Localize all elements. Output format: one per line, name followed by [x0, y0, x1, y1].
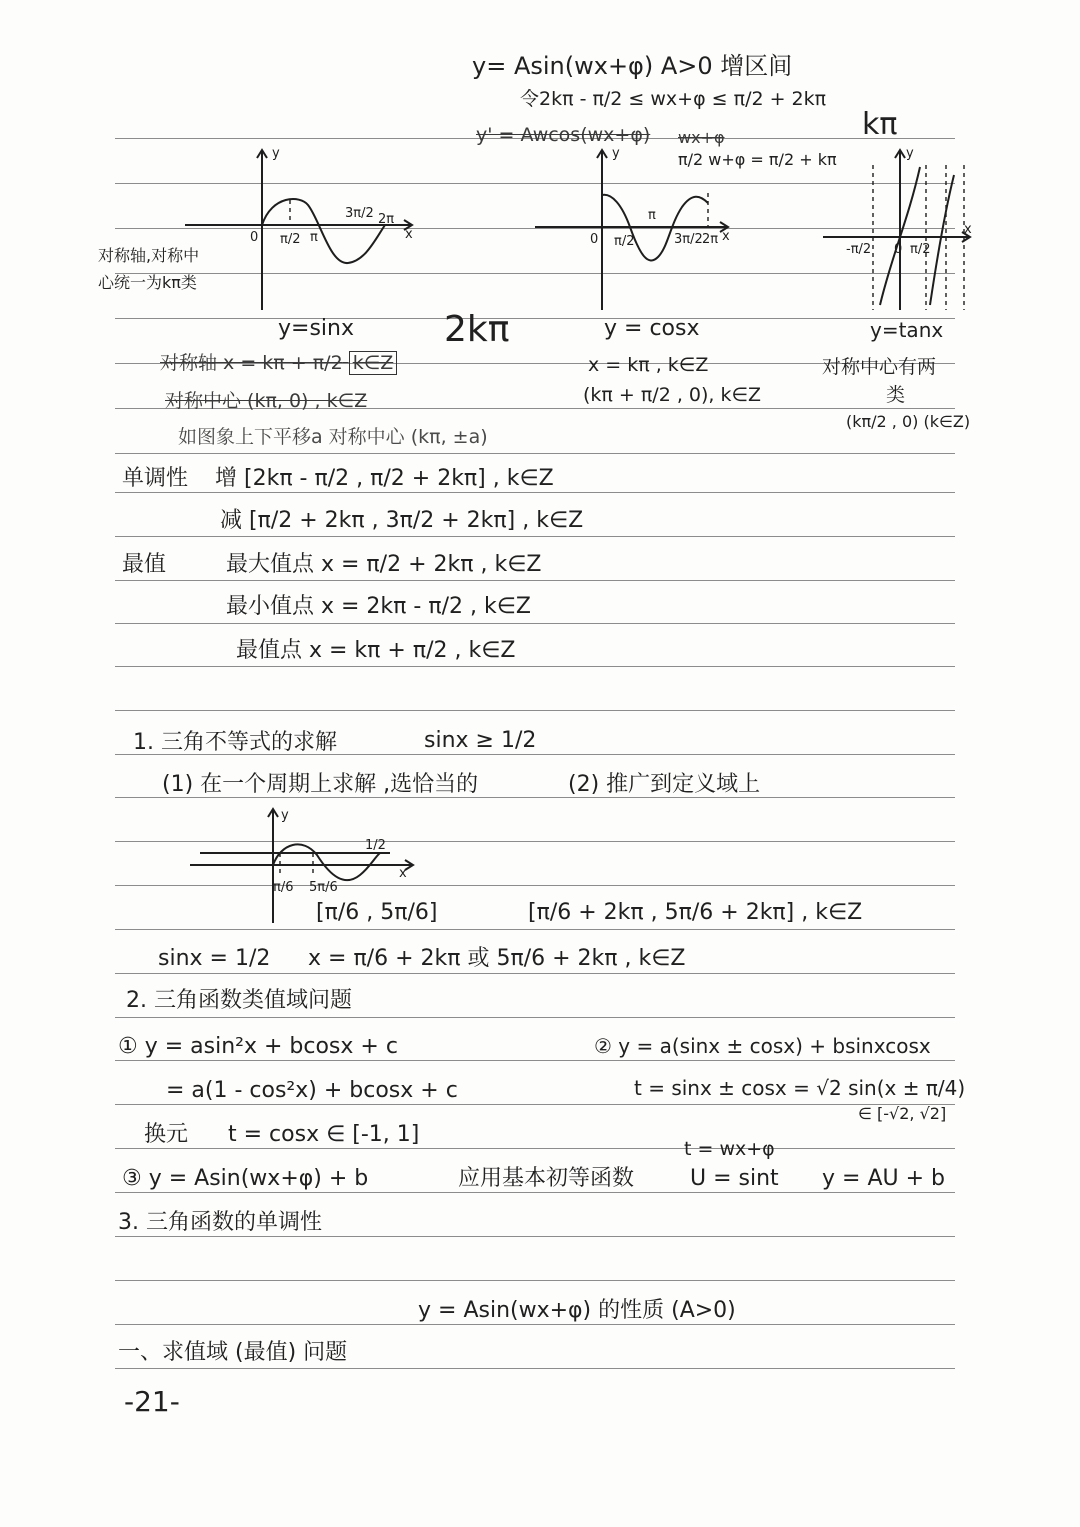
- tan-tick-label: -π/2: [846, 242, 872, 257]
- tan-graph: [818, 145, 978, 315]
- tan-caption: y=tanx: [870, 318, 944, 342]
- section-subtitle: 一、求值域 (最值) 问题: [118, 1340, 348, 1365]
- sin-tick-label: 2π: [378, 212, 395, 227]
- tan-tick-label: 0: [894, 242, 903, 257]
- cos-center-note: (kπ + π/2 , 0), k∈Z: [583, 384, 762, 406]
- range-case1: ① y = asin²x + bcosx + c: [118, 1034, 398, 1059]
- range-sub-label: 换元: [144, 1122, 189, 1147]
- tan-tick-label: π/2: [910, 242, 931, 257]
- ruled-line: [115, 973, 955, 974]
- header-derivative: y' = Awcos(wx+φ): [476, 124, 651, 146]
- sin-tick-label: 3π/2: [345, 206, 374, 221]
- mono-section-title: 3. 三角函数的单调性: [118, 1210, 322, 1235]
- sin-axis-note: [160, 354, 397, 373]
- ruled-line: [115, 536, 955, 537]
- dec-interval: 减 [π/2 + 2kπ , 3π/2 + 2kπ] , k∈Z: [220, 508, 584, 533]
- page-number: -21-: [124, 1385, 180, 1418]
- ineq-level-label: 1/2: [365, 838, 386, 853]
- shift-note: 如图象上下平移a 对称中心 (kπ, ±a): [178, 426, 488, 448]
- header-wx-phi: wx+φ: [678, 128, 725, 147]
- ineq-step1: (1) 在一个周期上求解 ,选恰当的: [162, 772, 479, 797]
- cos-tick-label: 3π/2: [674, 232, 703, 247]
- ineq-tick-label: π/6: [273, 880, 294, 895]
- range-case2c: ∈ [-√2, √2]: [858, 1104, 947, 1123]
- header-kpi: kπ: [862, 107, 898, 142]
- cos-graph: [530, 145, 770, 315]
- cos-x-label: x: [722, 229, 730, 244]
- cos-caption: y = cosx: [604, 316, 700, 341]
- sin-x-label: x: [405, 227, 413, 242]
- cos-tick-label: π: [648, 208, 656, 223]
- header-axis-equation: π/2 w+φ = π/2 + kπ: [678, 150, 837, 169]
- max-point: 最大值点 x = π/2 + 2kπ , k∈Z: [226, 552, 542, 577]
- cos-axis-note: x = kπ , k∈Z: [588, 354, 709, 376]
- two-k-pi-note: 2kπ: [444, 309, 510, 350]
- ineq-tick-label: 5π/6: [309, 880, 338, 895]
- sin-caption: y=sinx: [278, 316, 354, 341]
- ruled-line: [115, 929, 955, 930]
- section-title: y = Asin(wx+φ) 的性质 (A>0): [418, 1298, 736, 1323]
- mono-label: 单调性: [122, 466, 189, 491]
- tan-center-note: 对称中心有两: [822, 356, 937, 378]
- ruled-line: [115, 1148, 955, 1149]
- tan-x-label: x: [964, 222, 972, 237]
- extreme-point: 最值点 x = kπ + π/2 , k∈Z: [236, 638, 516, 663]
- cos-origin-label: 0: [590, 232, 599, 247]
- ineq-example: sinx ≥ 1/2: [424, 728, 537, 753]
- ruled-line: [115, 1236, 955, 1237]
- range-case3-y: y = AU + b: [822, 1166, 945, 1191]
- range-case3-t: t = wx+φ: [684, 1138, 775, 1160]
- ruled-line: [115, 318, 955, 319]
- sin-y-label: y: [272, 146, 280, 161]
- tan-center-note: 类: [886, 384, 906, 406]
- ruled-line: [115, 1324, 955, 1325]
- ruled-line: [115, 666, 955, 667]
- range-case3-note: 应用基本初等函数: [458, 1166, 635, 1191]
- ruled-line: [115, 797, 955, 798]
- sin-tick-label: π: [310, 230, 318, 245]
- ineq-step2: (2) 推广到定义域上: [568, 772, 761, 797]
- range-case3-u: U = sint: [690, 1166, 779, 1191]
- ineq-interval2: [π/6 + 2kπ , 5π/6 + 2kπ] , k∈Z: [528, 900, 863, 925]
- tan-y-label: y: [906, 146, 914, 161]
- ineq-title: 1. 三角不等式的求解: [133, 730, 337, 755]
- ruled-line: [115, 453, 955, 454]
- ineq-interval1: [π/6 , 5π/6]: [316, 900, 438, 925]
- ineq-equation-solution: x = π/6 + 2kπ 或 5π/6 + 2kπ , k∈Z: [308, 946, 686, 971]
- cos-tick-label: 2π: [702, 232, 719, 247]
- ruled-line: [115, 623, 955, 624]
- header-formula: y= Asin(wx+φ) A>0 增区间: [472, 52, 793, 80]
- ruled-line: [115, 1192, 955, 1193]
- sin-graph: [180, 145, 420, 315]
- ineq-y-label: y: [281, 808, 289, 823]
- ruled-line: [115, 1017, 955, 1018]
- ruled-line: [115, 710, 955, 711]
- range-case2: ② y = a(sinx ± cosx) + bsinxcosx: [594, 1034, 931, 1058]
- ineq-equation: sinx = 1/2: [158, 946, 271, 971]
- sin-center-note: 对称中心 (kπ, 0) , k∈Z: [165, 390, 368, 412]
- range-case2b: t = sinx ± cosx = √2 sin(x ± π/4): [634, 1076, 966, 1100]
- ruled-line: [115, 1368, 955, 1369]
- header-condition: 令2kπ - π/2 ≤ wx+φ ≤ π/2 + 2kπ: [520, 88, 827, 110]
- cos-tick-label: π/2: [614, 234, 635, 249]
- sin-side-note: 心统一为kπ类: [98, 273, 197, 292]
- ruled-line: [115, 1280, 955, 1281]
- inc-interval: 增 [2kπ - π/2 , π/2 + 2kπ] , k∈Z: [215, 466, 554, 491]
- range-case3: ③ y = Asin(wx+φ) + b: [122, 1166, 369, 1191]
- sin-axis-k: k∈Z: [349, 351, 398, 375]
- sin-tick-label: π/2: [280, 232, 301, 247]
- ruled-line: [115, 492, 955, 493]
- min-point: 最小值点 x = 2kπ - π/2 , k∈Z: [226, 594, 531, 619]
- sin-side-note: 对称轴,对称中: [98, 246, 200, 265]
- ruled-line: [115, 580, 955, 581]
- ineq-x-label: x: [399, 866, 407, 881]
- ruled-line: [115, 1104, 955, 1105]
- range-title: 2. 三角函数类值域问题: [126, 988, 352, 1013]
- cos-y-label: y: [612, 146, 620, 161]
- sin-origin-label: 0: [250, 230, 259, 245]
- max-label: 最值: [122, 552, 167, 577]
- sin-axis-text: 对称轴 x = kπ + π/2: [160, 352, 343, 374]
- range-sub: t = cosx ∈ [-1, 1]: [228, 1122, 420, 1147]
- range-case1b: = a(1 - cos²x) + bcosx + c: [166, 1078, 458, 1103]
- ruled-line: [115, 1060, 955, 1061]
- tan-center-note: (kπ/2 , 0) (k∈Z): [846, 412, 971, 431]
